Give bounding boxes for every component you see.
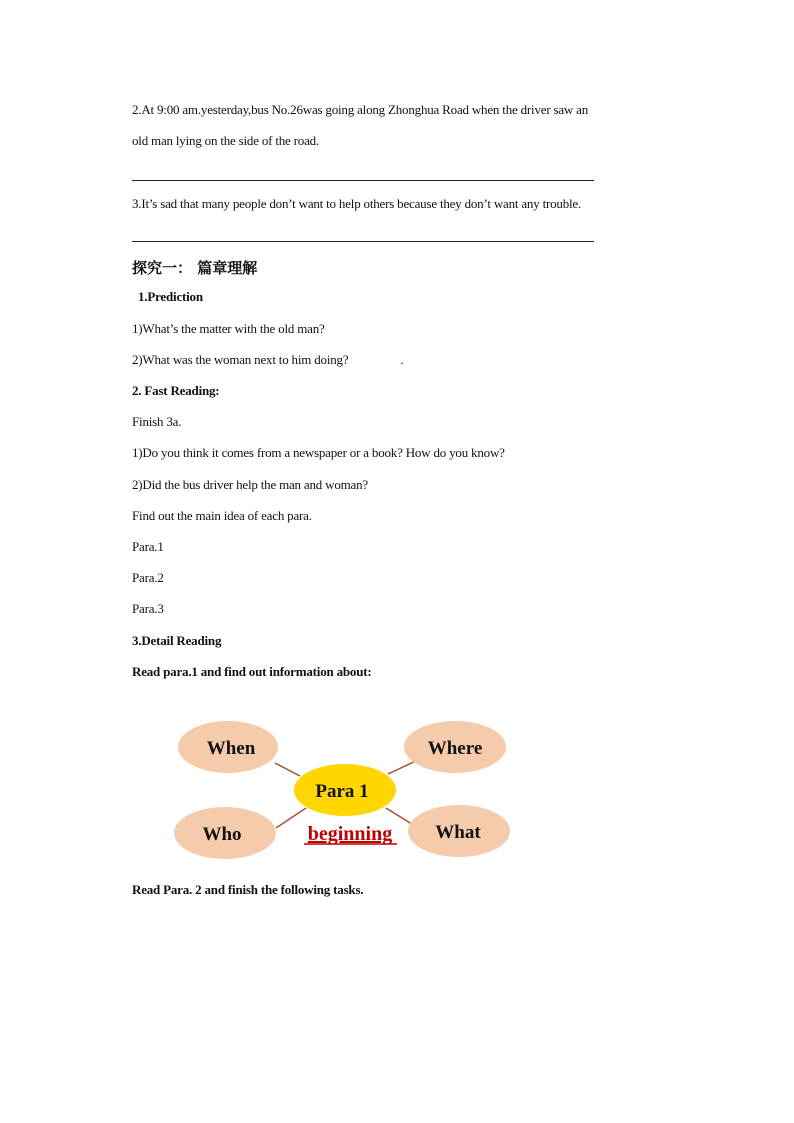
prediction-question-2-period: . [400,352,404,367]
node-what-label: What [435,822,481,843]
node-when-label: When [206,738,256,759]
fast-reading-question-2: 2)Did the bus driver help the man and woman? [132,477,368,492]
sentence-2-line-1: 2.At 9:00 am.yesterday,bus No.26was going along Zhonghua Road when the driver saw an [132,102,589,117]
para-label-3: Para.3 [132,601,164,616]
detail-reading-title: 3.Detail Reading [132,633,222,648]
connector-who [276,808,306,828]
sentence-3: 3.It’s sad that many people don’t want to help others because they don’t want any trouble. [132,196,582,211]
connector-when [275,763,300,776]
prediction-question-2: 2)What was the woman next to him doing? [132,352,349,367]
fast-reading-task: Find out the main idea of each para. [132,508,312,523]
prediction-title: 1.Prediction [138,289,203,304]
node-who-label: Who [202,824,242,845]
section-heading: 探究一： 篇章理解 [132,259,258,277]
para-label-1: Para.1 [132,539,164,554]
para-2-instruction: Read Para. 2 and finish the following tasks. [132,882,364,897]
para-label-2: Para.2 [132,570,164,585]
fast-reading-title: 2. Fast Reading: [132,383,220,398]
sentence-2-line-2: old man lying on the side of the road. [132,133,320,148]
node-center-label: Para 1 [315,781,369,802]
detail-reading-instruction: Read para.1 and find out information about: [132,664,372,679]
node-where-label: Where [427,738,483,759]
fast-reading-instruction: Finish 3a. [132,414,182,429]
fast-reading-question-1: 1)Do you think it comes from a newspaper or a book? How do you know? [132,445,505,460]
prediction-question-1: 1)What’s the matter with the old man? [132,321,325,336]
diagram-caption: beginning [307,823,393,845]
